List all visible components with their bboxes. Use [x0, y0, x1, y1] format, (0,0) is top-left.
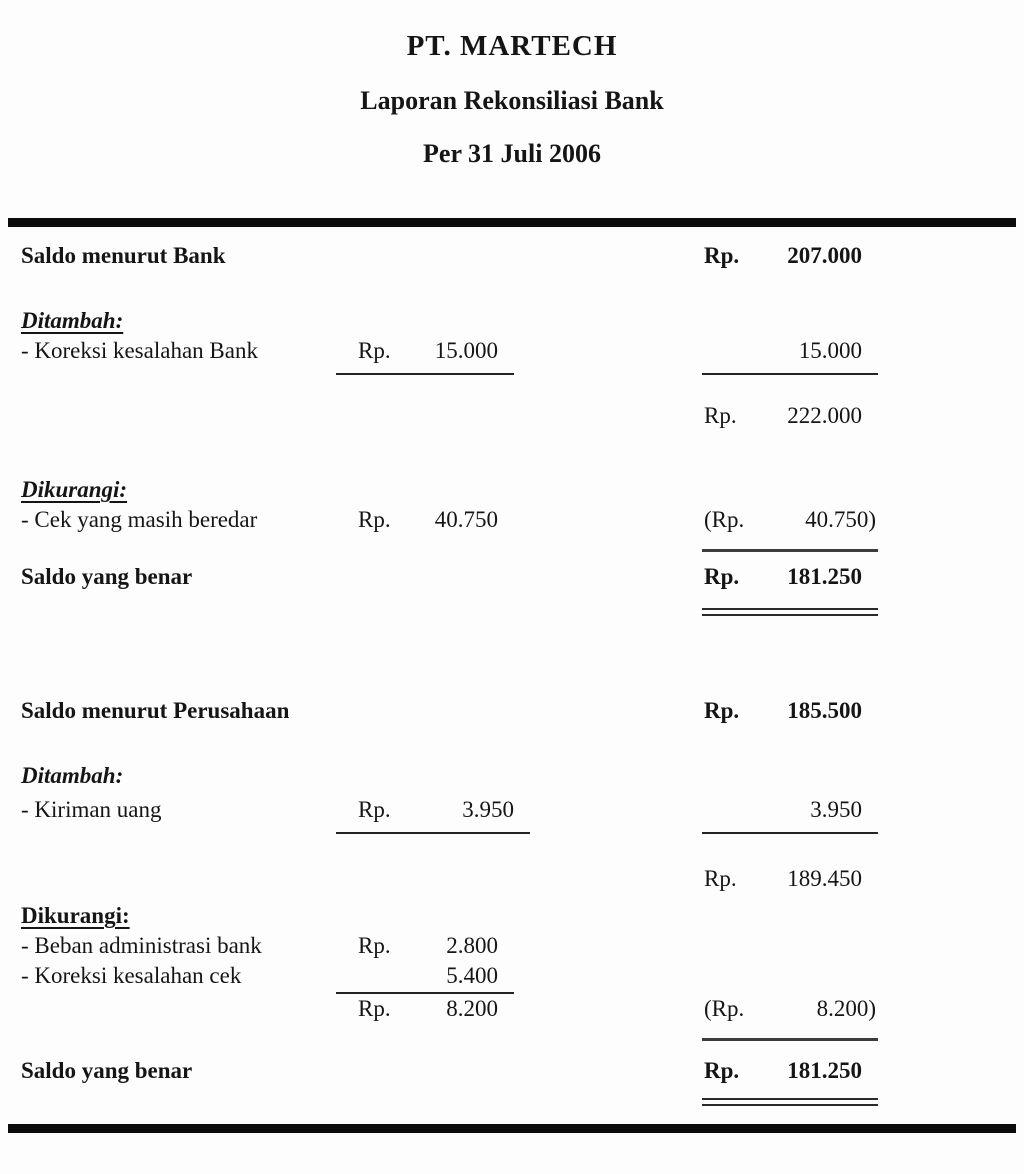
bank-deducted-carry-open: (Rp.	[704, 507, 745, 532]
bottom-rule	[8, 1124, 1016, 1133]
book-true-balance-currency: Rp.	[704, 1058, 740, 1083]
top-rule	[8, 218, 1016, 227]
bank-subtotal-amount: 222.000	[787, 403, 862, 428]
book-deducted-total-amount: 8.200	[446, 996, 498, 1021]
book-deducted-item2-detail	[336, 963, 514, 994]
book-deducted-item1-detail	[336, 933, 514, 959]
book-balance-label: Saldo menurut Perusahaan	[21, 698, 290, 723]
book-deducted-item1-currency: Rp.	[358, 933, 391, 958]
bank-deducted-item-detail	[336, 507, 514, 533]
bank-added-item-currency: Rp.	[358, 338, 391, 363]
bank-true-balance-currency: Rp.	[704, 564, 740, 589]
bank-true-balance-amount: 181.250	[787, 564, 862, 589]
book-subtotal-amount: 189.450	[787, 866, 862, 891]
bank-added-item-amount: 15.000	[434, 338, 498, 363]
bank-deducted-heading: Dikurangi:	[21, 477, 128, 502]
book-added-carry	[702, 797, 878, 834]
book-subtotal	[702, 866, 878, 892]
book-deducted-carry-amount: 8.200)	[816, 996, 876, 1021]
bank-added-carry-amount: 15.000	[798, 338, 862, 363]
book-subtotal-currency: Rp.	[704, 866, 737, 891]
company-name: PT. MARTECH	[406, 30, 618, 62]
book-deducted-heading: Dikurangi:	[21, 903, 130, 928]
report-title: Laporan Rekonsiliasi Bank	[360, 86, 664, 115]
bank-total-rule	[702, 549, 878, 552]
report-period: Per 31 Juli 2006	[423, 139, 601, 168]
book-added-item-detail	[336, 797, 530, 834]
bank-subtotal	[702, 403, 878, 429]
book-deducted-carry-open: (Rp.	[704, 996, 745, 1021]
book-added-item-amount: 3.950	[462, 797, 514, 822]
book-true-balance-label: Saldo yang benar	[21, 1058, 193, 1083]
book-balance-currency: Rp.	[704, 698, 740, 723]
book-balance-value	[702, 698, 878, 724]
book-deducted-item1-label: - Beban administrasi bank	[21, 933, 262, 958]
bank-subtotal-currency: Rp.	[704, 403, 737, 428]
book-deducted-total	[336, 996, 514, 1022]
bank-balance-label: Saldo menurut Bank	[21, 243, 226, 268]
bank-deducted-item-amount: 40.750	[434, 507, 498, 532]
bank-true-balance-value	[702, 564, 878, 590]
book-added-item-currency: Rp.	[358, 797, 391, 822]
book-balance-amount: 185.500	[787, 698, 862, 723]
bank-deducted-carry	[702, 507, 878, 533]
bank-total-double-rule	[702, 608, 878, 616]
bank-added-item-detail	[336, 338, 514, 375]
bank-balance-amount: 207.000	[787, 243, 862, 268]
book-true-balance-value	[702, 1058, 878, 1084]
book-added-item-label: - Kiriman uang	[21, 797, 162, 822]
bank-deducted-carry-amount: 40.750)	[805, 507, 876, 532]
book-total-double-rule	[702, 1098, 878, 1106]
bank-deducted-item-label: - Cek yang masih beredar	[21, 507, 258, 532]
bank-deducted-item-currency: Rp.	[358, 507, 391, 532]
bank-balance-value	[702, 243, 878, 269]
bank-balance-currency: Rp.	[704, 243, 740, 268]
book-deducted-total-currency: Rp.	[358, 996, 391, 1021]
bank-added-carry	[702, 338, 878, 375]
bank-added-item-label: - Koreksi kesalahan Bank	[21, 338, 258, 363]
book-deducted-carry	[702, 996, 878, 1022]
book-added-heading: Ditambah:	[21, 763, 124, 788]
bank-added-heading: Ditambah:	[21, 308, 124, 333]
book-true-balance-amount: 181.250	[787, 1058, 862, 1083]
book-added-carry-amount: 3.950	[810, 797, 862, 822]
bank-true-balance-label: Saldo yang benar	[21, 564, 193, 589]
book-deducted-item1-amount: 2.800	[446, 933, 498, 958]
book-deducted-item2-amount: 5.400	[446, 963, 498, 988]
book-deducted-item2-label: - Koreksi kesalahan cek	[21, 963, 242, 988]
book-total-rule	[702, 1038, 878, 1041]
